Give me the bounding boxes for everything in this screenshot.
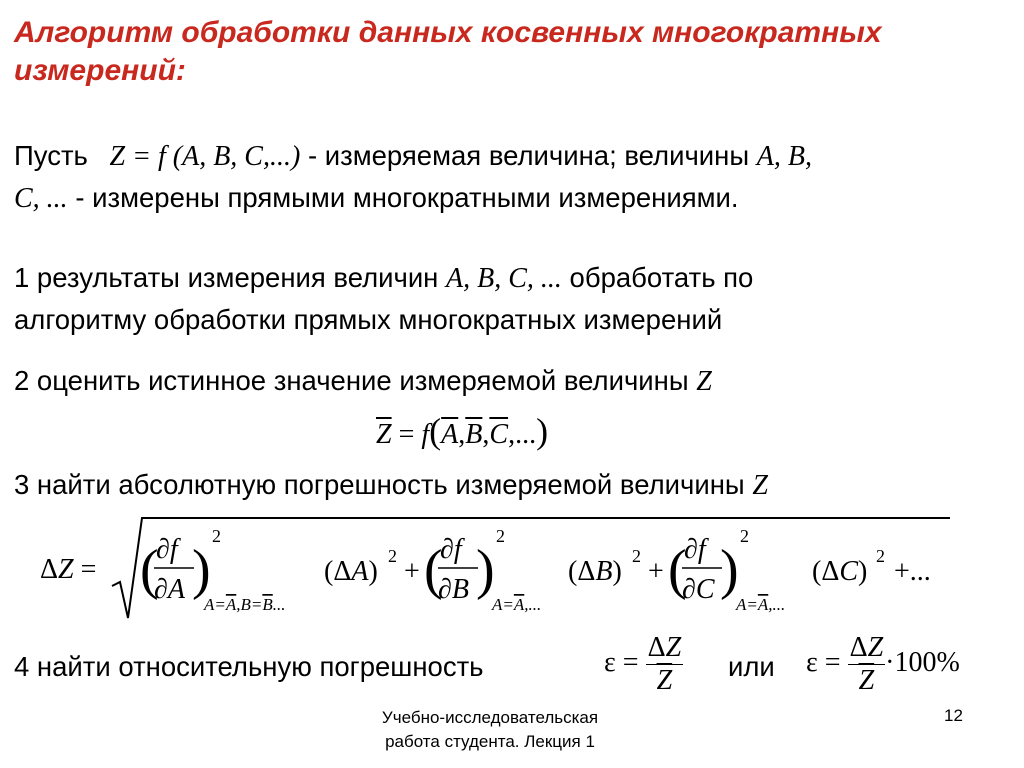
footer (300, 706, 680, 754)
svg-text:2: 2 (876, 546, 885, 566)
svg-text:∂C: ∂C (682, 574, 715, 605)
footer-line-1: Учебно-исследовательская (381, 708, 599, 727)
svg-text:A=A,B=B...: A=A,B=B... (204, 595, 286, 614)
intro-formula: Z = f (A, B, C,...) (109, 141, 301, 172)
svg-text:∂f: ∂f (440, 534, 462, 565)
step2-text: 2 оценить истинное значение измеряемой величины (14, 365, 697, 396)
step4-line (14, 648, 484, 686)
relative-error-percent-formula: ε = $\frac{\Delta Z}{Z}$ ·100% (806, 632, 960, 696)
step1-line-2: алгоритму обработки прямых многократных измерений (14, 304, 723, 335)
svg-text:∂B: ∂B (438, 574, 469, 605)
svg-text:(: ( (140, 539, 159, 601)
relative-error-formula: ε = $\frac{\Delta Z}{Z}$ (604, 632, 682, 696)
svg-text:∂A: ∂A (154, 574, 185, 605)
svg-text:+...: +... (894, 556, 931, 587)
relative-error-percent-fraction: $\frac{\Delta Z}{Z}$ (849, 632, 884, 696)
step3-line (14, 466, 768, 505)
relative-error-fraction: $\frac{\Delta Z}{Z}$ (647, 632, 682, 696)
svg-text:∂f: ∂f (684, 534, 706, 565)
intro-line-2 (14, 179, 739, 218)
svg-text:(ΔA): (ΔA) (324, 556, 378, 587)
intro-line-1 (14, 137, 812, 176)
step2-line (14, 362, 712, 401)
svg-text:): ) (476, 539, 495, 601)
step3-var: Z (752, 470, 768, 501)
intro-text-1: - измеряемая величина; величины (300, 140, 757, 171)
svg-text:2: 2 (388, 546, 397, 566)
step1-text-2: обработать по (561, 262, 754, 293)
svg-text:2: 2 (212, 526, 221, 546)
step4-or: или (728, 651, 775, 682)
svg-text:+: + (404, 556, 420, 587)
svg-text:): ) (192, 539, 211, 601)
svg-text:A=A,...: A=A,... (492, 595, 542, 614)
slide-title: Алгоритм обработки данных косвенных многократных измерений: (14, 16, 882, 87)
intro-word: Пусть (14, 140, 88, 171)
intro-vars-1: A, B, (756, 141, 812, 172)
svg-text:+: + (648, 556, 664, 587)
intro-vars-2: C, ... (14, 183, 68, 214)
percent-factor: ·100% (885, 646, 960, 678)
step3-text: 3 найти абсолютную погрешность измеряемой величины (14, 469, 753, 500)
step1-line-1 (14, 259, 753, 298)
svg-text:A=A,...: A=A,... (736, 595, 786, 614)
svg-text:): ) (720, 539, 739, 601)
step1-text-1: 1 результаты измерения величин (14, 262, 447, 293)
svg-text:2: 2 (740, 526, 749, 546)
step1-vars: A, B, C, ... (446, 263, 562, 294)
svg-text:2: 2 (496, 526, 505, 546)
step4-text: 4 найти относительную погрешность (14, 651, 484, 682)
svg-text:(: ( (424, 539, 443, 601)
svg-text:ΔZ =: ΔZ = (40, 554, 97, 585)
svg-text:(: ( (668, 539, 687, 601)
step2-var: Z (696, 366, 712, 397)
intro-text-2: - измерены прямыми многократными измерениями. (67, 182, 739, 213)
svg-text:(ΔC): (ΔC) (812, 556, 868, 587)
svg-text:(ΔB): (ΔB) (568, 556, 622, 587)
absolute-error-formula (36, 512, 996, 624)
svg-text:2: 2 (632, 546, 641, 566)
page-number: 12 (944, 706, 963, 725)
footer-line-2: работа студента. Лекция 1 (385, 732, 595, 751)
svg-text:∂f: ∂f (156, 534, 178, 565)
estimate-formula: $\overline{Z} = f(\overline{A},\overline{B},\overline{C},...)$ (376, 411, 549, 451)
